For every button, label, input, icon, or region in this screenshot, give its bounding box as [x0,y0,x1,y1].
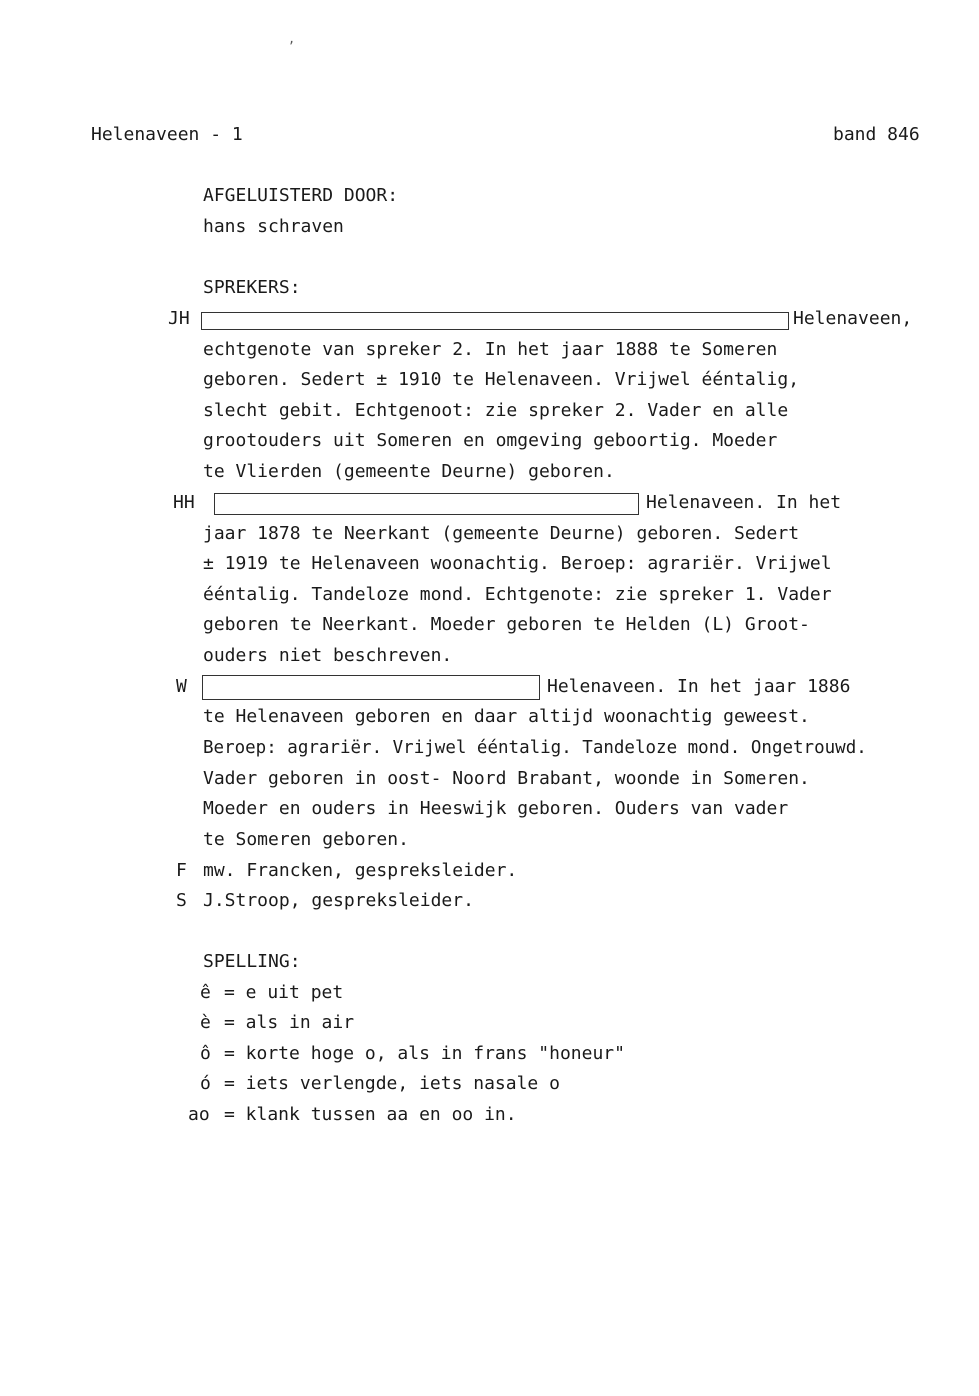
speakers-heading: SPREKERS: [203,277,301,298]
speaker-hh-line: jaar 1878 te Neerkant (gemeente Deurne) geboren. Sedert [203,523,800,544]
speaker-label-f: F [176,860,187,881]
speaker-w-line: Vader geboren in oost- Noord Brabant, woonde in Someren. [203,768,810,789]
spelling-symbol: ó [200,1073,211,1094]
speaker-hh-line: geboren te Neerkant. Moeder geboren te Helden (L) Groot- [203,614,810,635]
speaker-label-s: S [176,890,187,911]
spelling-heading-text: SPELLING: [203,951,301,972]
speaker-w-line: te Helenaveen geboren en daar altijd woonachtig geweest. [203,706,810,727]
spelling-symbol: è [200,1012,211,1033]
speaker-f-text: mw. Francken, gespreksleider. [203,860,518,881]
redaction-box-jh [201,312,789,330]
speaker-w-line: Moeder en ouders in Heeswijk geboren. Ouders van vader [203,798,789,819]
spelling-description: = iets verlengde, iets nasale o [224,1073,560,1094]
speaker-w-place: Helenaveen. In het jaar 1886 [547,676,851,697]
speaker-hh-line: ± 1919 te Helenaveen woonachtig. Beroep: agrariër. Vrijwel [203,553,832,574]
speaker-hh-line: ouders niet beschreven. [203,645,453,666]
speaker-jh-line: te Vlierden (gemeente Deurne) geboren. [203,461,615,482]
spelling-symbol: ê [200,982,211,1003]
redaction-box-hh [214,493,639,515]
spelling-description: = korte hoge o, als in frans "honeur" [224,1043,625,1064]
speaker-w-line: Beroep: agrariër. Vrijwel ééntalig. Tandeloze mond. Ongetrouwd. [203,738,867,758]
header-left: Helenaveen - 1 [91,124,243,145]
speaker-label-w: W [176,676,187,697]
speaker-jh-line: slecht gebit. Echtgenoot: zie spreker 2. Vader en alle [203,400,789,421]
speaker-w-line: te Someren geboren. [203,829,409,850]
speaker-hh-line: ééntalig. Tandeloze mond. Echtgenote: zie spreker 1. Vader [203,584,832,605]
speaker-jh-place: Helenaveen, [793,308,913,329]
header-right: band 846 [833,124,920,145]
redaction-box-w [202,675,540,700]
speaker-jh-line: grootouders uit Someren en omgeving geboortig. Moeder [203,430,778,451]
listener-name: hans schraven [203,216,344,237]
speaker-jh-line: echtgenote van spreker 2. In het jaar 1888 te Someren [203,339,778,360]
spelling-symbol: ao [188,1104,210,1125]
spelling-description: = klank tussen aa en oo in. [224,1104,517,1125]
spelling-description: = als in air [224,1012,355,1033]
speaker-label-jh: JH [168,308,190,329]
speaker-s-text: J.Stroop, gespreksleider. [203,890,474,911]
speaker-label-hh: HH [173,492,195,513]
listened-by-heading: AFGELUISTERD DOOR: [203,185,399,206]
speaker-hh-place: Helenaveen. In het [646,492,842,513]
spelling-description: = e uit pet [224,982,344,1003]
speaker-jh-line: geboren. Sedert ± 1910 te Helenaveen. Vrijwel ééntalig, [203,369,800,390]
spelling-symbol: ô [200,1043,211,1064]
scan-speck: , [288,32,296,46]
